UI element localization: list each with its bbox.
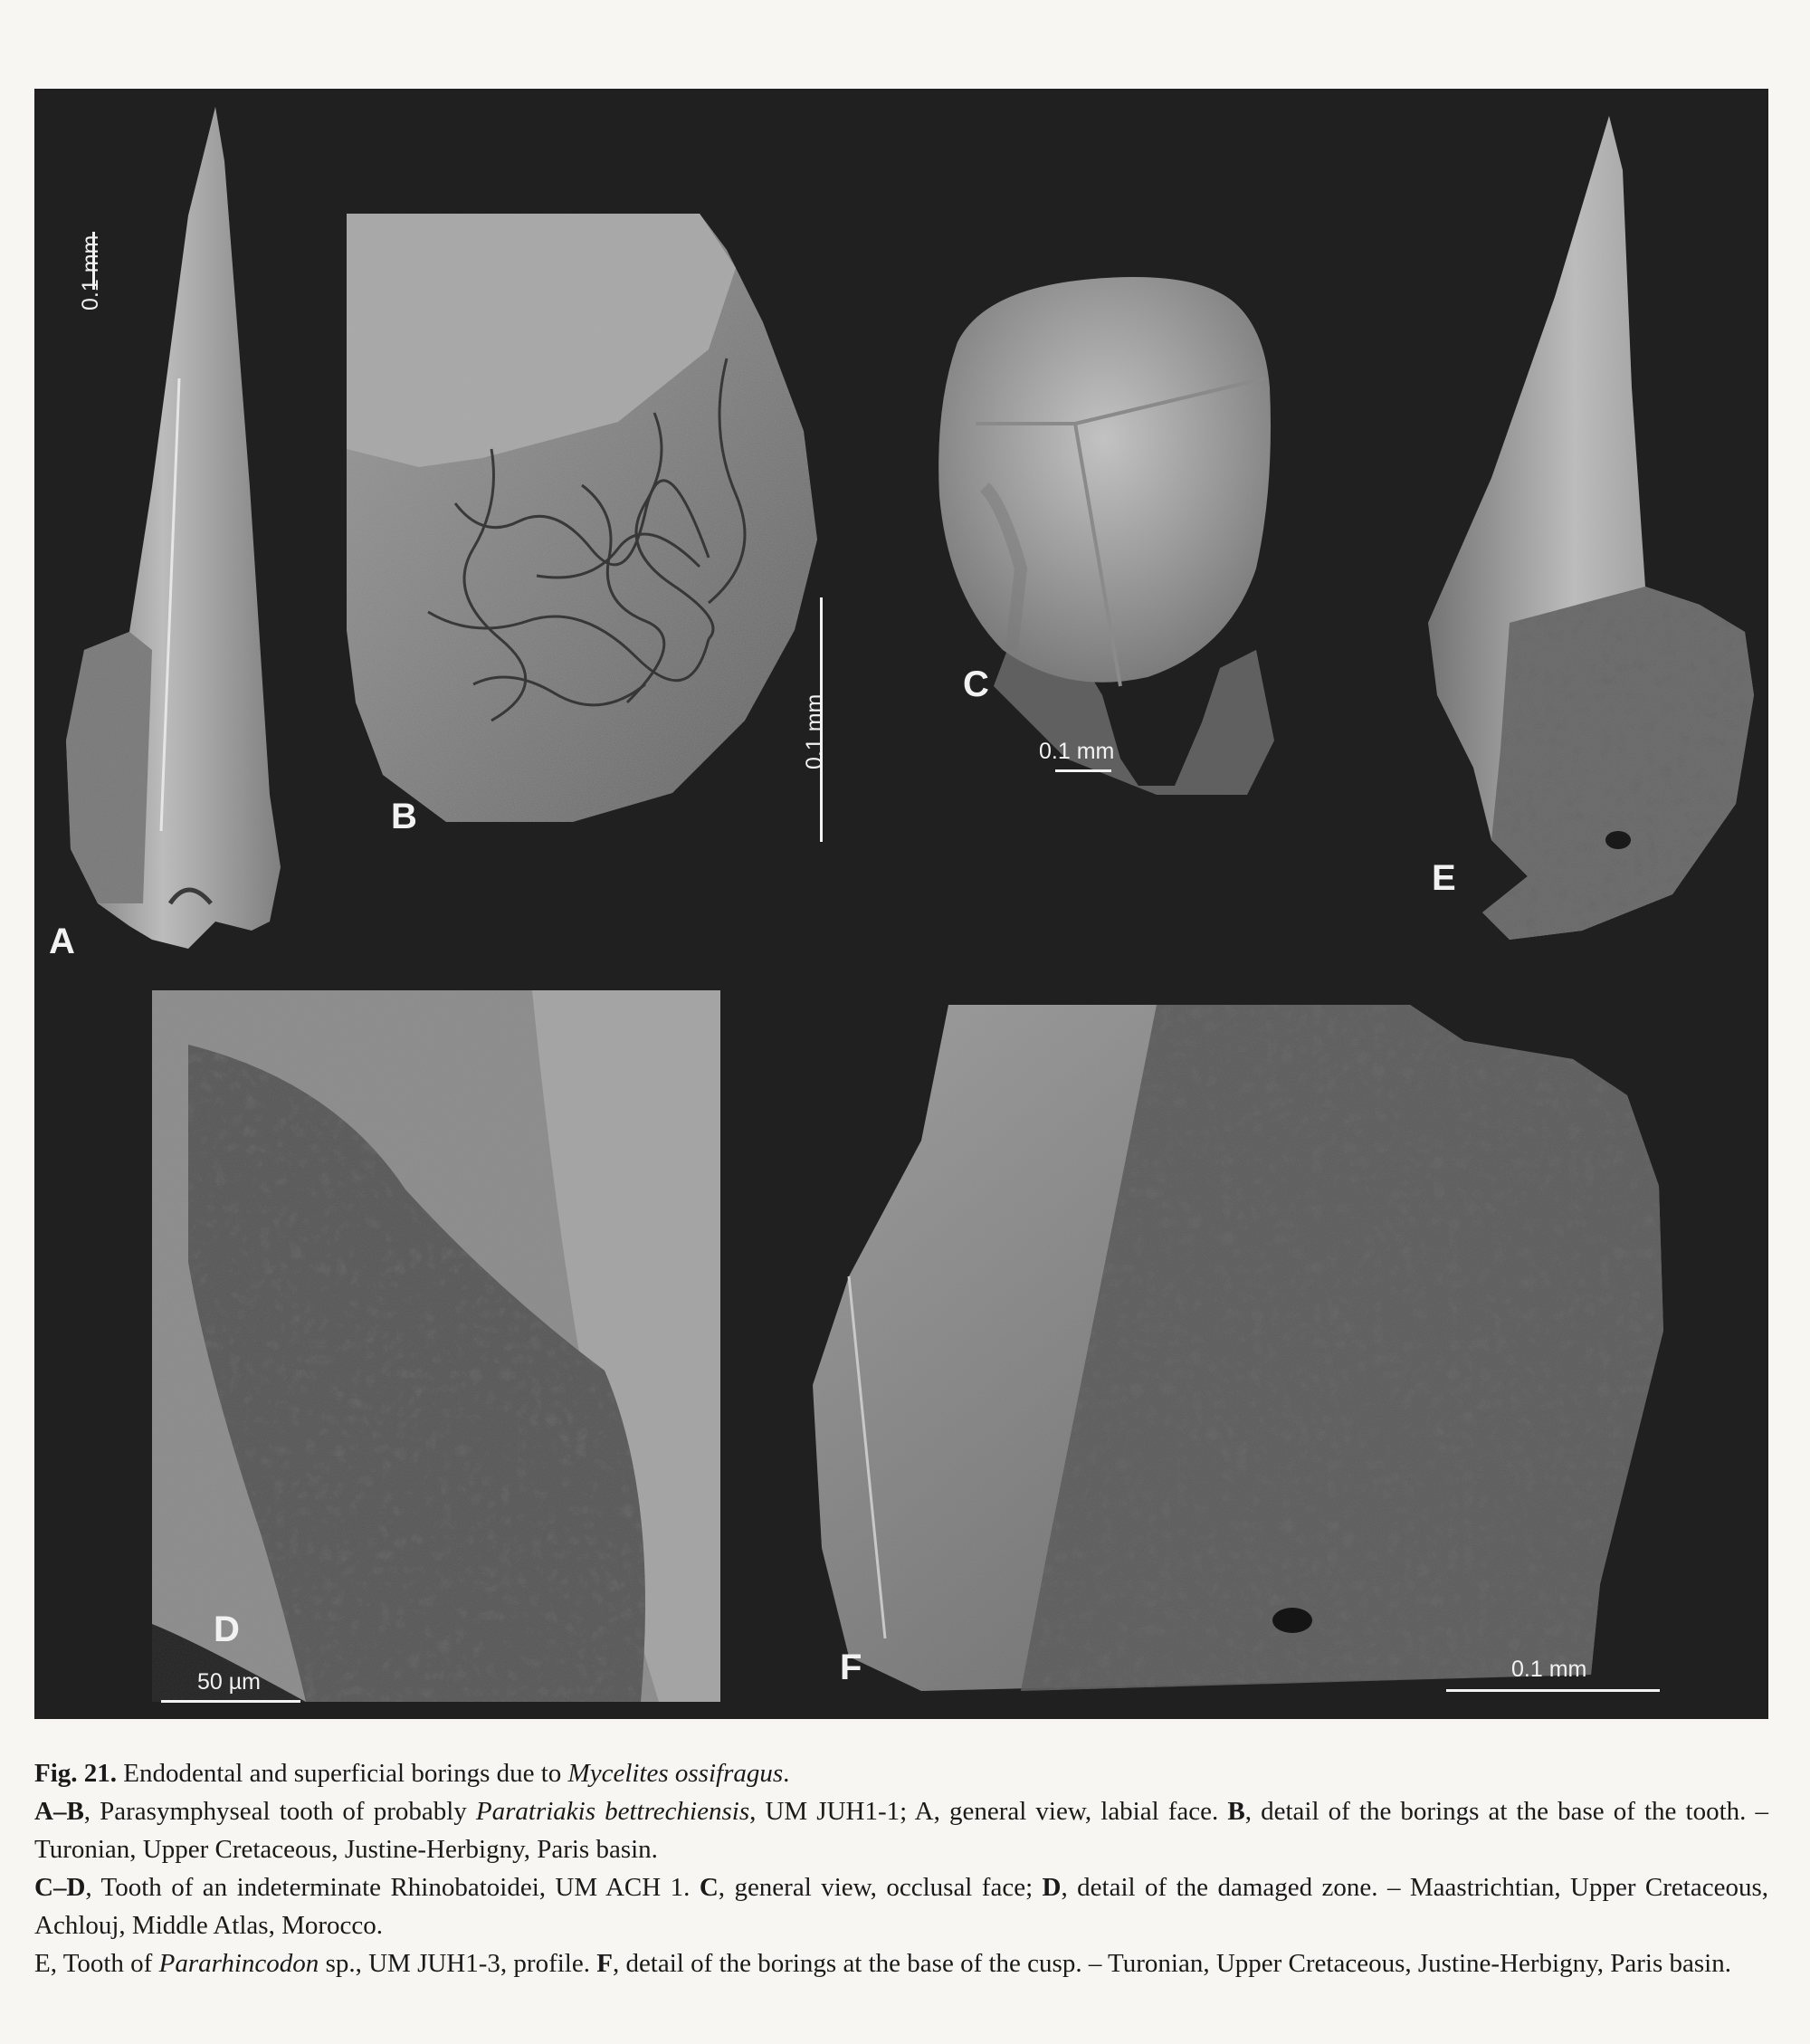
caption-ef-text-2: sp., UM JUH1-3, profile. (319, 1949, 597, 1978)
caption-cd-text-3: , detail of the damaged zone. – Maastrichtian, Upper Cretaceous, Achlouj, Middle Atlas, Morocco. (34, 1873, 1768, 1940)
panel-label-b: B (391, 797, 417, 836)
caption-ab-text-3: , detail of the borings at the base of the tooth. – Turonian, Upper Cretaceous, Justine-Herbigny, Paris basin. (34, 1797, 1768, 1864)
scale-label-f: 0.1 mm (1511, 1657, 1587, 1682)
scale-bar-c (1055, 769, 1111, 772)
caption-cd-text-2: , general view, occlusal face; (718, 1873, 1043, 1902)
caption-ab-taxon: Paratriakis bettrechiensis (475, 1797, 750, 1826)
caption-title-taxon: Mycelites ossifragus (567, 1759, 784, 1788)
caption-ab-text-2: , UM JUH1-1; A, general view, labial face. (749, 1797, 1228, 1826)
caption-ab-label: A–B (34, 1797, 84, 1826)
scale-bar-d (161, 1700, 300, 1703)
caption-ef (34, 1944, 1768, 1982)
scale-label-b: 0.1 mm (802, 693, 827, 769)
caption-cd-c-label: C (699, 1873, 719, 1902)
caption-cd-label: C–D (34, 1873, 86, 1902)
panel-b-borings-image (347, 214, 876, 822)
scale-label-c: 0.1 mm (1039, 739, 1115, 764)
caption-ab-b-label: B (1227, 1797, 1245, 1826)
caption-title (34, 1754, 1768, 1792)
panel-label-c: C (963, 664, 989, 704)
scale-bar-f (1446, 1689, 1660, 1692)
panel-label-d: D (214, 1609, 240, 1649)
caption-ef-f-label: F (596, 1949, 613, 1978)
panel-f-detail-image (813, 1005, 1681, 1691)
panel-c-tooth-image (930, 270, 1329, 795)
figure-caption (34, 1754, 1768, 1982)
caption-ab-text-1: , Parasymphyseal tooth of probably (83, 1797, 476, 1826)
caption-cd (34, 1868, 1768, 1944)
caption-title-text: Endodental and superficial borings due to (123, 1759, 562, 1788)
caption-cd-d-label: D (1042, 1873, 1062, 1902)
scale-label-a: 0.1 mm (78, 234, 103, 310)
panel-label-a: A (49, 922, 75, 961)
caption-cd-text-1: , Tooth of an indeterminate Rhinobatoidei, UM ACH 1. (85, 1873, 700, 1902)
panel-label-f: F (840, 1648, 862, 1687)
caption-ab (34, 1792, 1768, 1868)
panel-e-tooth-image (1374, 116, 1754, 967)
caption-ef-taxon: Pararhincodon (158, 1949, 319, 1978)
caption-ef-text-3: , detail of the borings at the base of the cusp. – Turonian, Upper Cretaceous, Justine-Herbigny, Paris basin. (612, 1949, 1731, 1978)
caption-ef-text-1: E, Tooth of (34, 1949, 159, 1978)
caption-title-end: . (783, 1759, 790, 1788)
figure-plate (34, 89, 1768, 1719)
panel-label-e: E (1432, 858, 1456, 898)
figure-label: Fig. 21. (34, 1759, 118, 1788)
scale-label-d: 50 µm (197, 1669, 261, 1695)
panel-d-detail-image (152, 990, 720, 1702)
